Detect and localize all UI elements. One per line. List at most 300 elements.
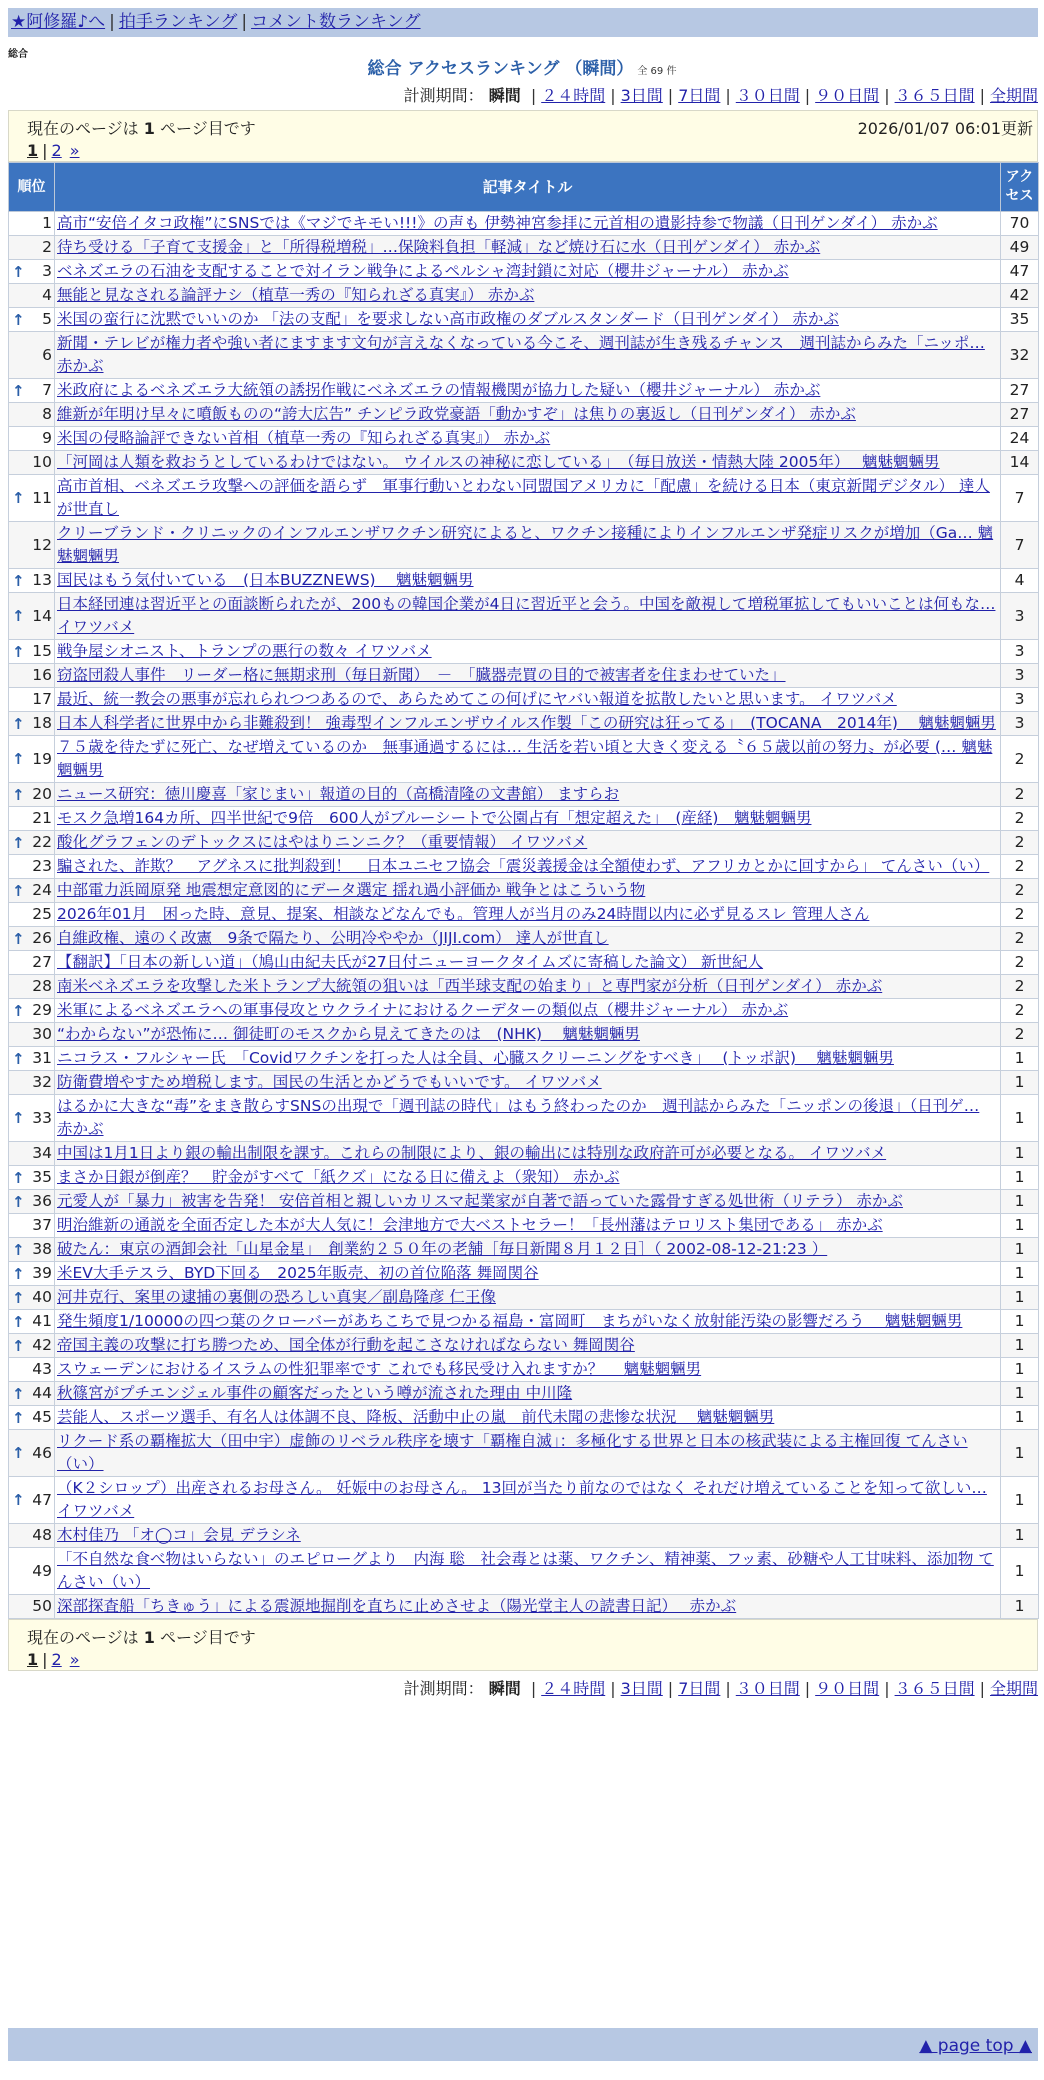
title-cell bbox=[55, 664, 1001, 688]
table-row bbox=[9, 593, 1039, 640]
rank-cell bbox=[9, 569, 55, 593]
access-count: 47 bbox=[1001, 260, 1039, 284]
rank-cell bbox=[9, 951, 55, 975]
table-row bbox=[9, 879, 1039, 903]
access-count: 1 bbox=[1001, 1238, 1039, 1262]
period-option-link[interactable]: 7日間 bbox=[678, 86, 721, 105]
title-cell bbox=[55, 1382, 1001, 1406]
clap-ranking-link[interactable]: 拍手ランキング bbox=[118, 12, 238, 32]
access-count: 1 bbox=[1001, 1214, 1039, 1238]
rank-cell bbox=[9, 1214, 55, 1238]
rank-up-arrow-icon: ↑ bbox=[12, 310, 25, 329]
title-cell bbox=[55, 427, 1001, 451]
article-title-link[interactable]: 戦争屋シオニスト、トランプの悪行の数々 イワツバメ bbox=[57, 642, 432, 660]
rank-up-arrow-icon: ↑ bbox=[12, 1264, 25, 1283]
title-cell bbox=[55, 593, 1001, 640]
pager-current-page: 1 bbox=[27, 1650, 39, 1669]
pager-next[interactable]: » bbox=[69, 1650, 80, 1669]
title-cell bbox=[55, 1142, 1001, 1166]
period-option-link[interactable]: ３６５日間 bbox=[894, 1679, 975, 1698]
article-title-link[interactable]: 窃盗団殺人事件 リーダー格に無期求刑（毎日新聞） － 「臓器売買の目的で被害者を住まわせていた」 bbox=[57, 666, 786, 684]
period-separator: | bbox=[667, 1679, 674, 1698]
pager-page-2[interactable]: 2 bbox=[51, 141, 62, 160]
article-title-link[interactable]: 国民はもう気付いている (日本BUZZNEWS) 魑魅魍魎男 bbox=[57, 571, 474, 589]
period-separator: | bbox=[884, 1679, 890, 1698]
table-row bbox=[9, 999, 1039, 1023]
access-count: 2 bbox=[1001, 783, 1039, 807]
access-count: 27 bbox=[1001, 379, 1039, 403]
rank-number: 20 bbox=[32, 785, 52, 803]
page-status-text: 現在のページは bbox=[27, 119, 139, 138]
page-status-text: ページ目です bbox=[160, 1628, 256, 1647]
table-row bbox=[9, 1238, 1039, 1262]
access-count: 1 bbox=[1001, 1071, 1039, 1095]
period-option-link[interactable]: 7日間 bbox=[678, 1679, 721, 1698]
article-title-link[interactable]: 高市“安倍イタコ政権”にSNSでは《マジでキモい!!!》の声も 伊勢神宮参拝に元首相の遺影持参で物議（日刊ゲンダイ） 赤かぶ bbox=[57, 214, 938, 232]
access-count: 1 bbox=[1001, 1595, 1039, 1619]
article-title-link[interactable]: 深部探査船「ちきゅう」による震源地掘削を直ちに止めさせよ（陽光堂主人の読書日記） 赤かぶ bbox=[57, 1597, 737, 1615]
article-title-link[interactable]: 自維政権、遠のく改憲 9条で隔たり、公明冷ややか（JIJI.com） 達人が世直し bbox=[57, 929, 609, 947]
access-count: 42 bbox=[1001, 284, 1039, 308]
updated-timestamp: 2026/01/07 06:01更新 bbox=[857, 119, 1033, 138]
pager-current-page: 1 bbox=[27, 141, 39, 160]
title-cell bbox=[55, 640, 1001, 664]
table-row bbox=[9, 783, 1039, 807]
article-title-link[interactable]: 「不自然な食べ物はいらない」のエピローグより 内海 聡 社会毒とは薬、ワクチン、精神薬、フッ素、砂糖や人工甘味料、添加物 てんさい（い） bbox=[57, 1550, 994, 1591]
title-cell bbox=[55, 831, 1001, 855]
rank-number: 24 bbox=[32, 881, 52, 899]
table-row bbox=[9, 1166, 1039, 1190]
table-row bbox=[9, 451, 1039, 475]
rank-number: 18 bbox=[32, 714, 52, 732]
rank-number: 12 bbox=[32, 535, 52, 554]
article-title-link[interactable]: 米国の侵略論評できない首相（植草一秀の『知られざる真実』） 赤かぶ bbox=[57, 429, 551, 447]
access-count: 27 bbox=[1001, 403, 1039, 427]
title-cell bbox=[55, 332, 1001, 379]
rank-number: 50 bbox=[32, 1597, 52, 1615]
rank-cell bbox=[9, 522, 55, 569]
article-title-link[interactable]: 2026年01月 困った時、意見、提案、相談などなんでも。管理人が当月のみ24時間以内に必ず見るスレ 管理人さん bbox=[57, 905, 870, 923]
rank-number: 10 bbox=[32, 453, 52, 471]
page-top-link[interactable]: ▲ page top ▲ bbox=[919, 2036, 1032, 2056]
table-row bbox=[9, 688, 1039, 712]
article-title-link[interactable]: はるかに大きな“毒”をまき散らすSNSの出現で「週刊誌の時代」はもう終わったのか 週刊誌からみた「ニッポンの後退」（日刊ゲ… 赤かぶ bbox=[57, 1097, 980, 1138]
table-row bbox=[9, 927, 1039, 951]
period-separator: | bbox=[804, 86, 811, 105]
rank-number: 44 bbox=[32, 1384, 52, 1402]
access-count: 1 bbox=[1001, 1334, 1039, 1358]
comment-ranking-link[interactable]: コメント数ランキング bbox=[251, 12, 421, 32]
period-option-link[interactable]: 全期間 bbox=[989, 86, 1038, 105]
article-title-link[interactable]: 中国は1月1日より銀の輸出制限を課す。これらの制限により、銀の輸出には特別な政府許可が必要となる。 イワツバメ bbox=[57, 1144, 887, 1162]
rank-number: 49 bbox=[32, 1561, 52, 1580]
rank-number: 25 bbox=[32, 905, 52, 923]
article-title-link[interactable]: クリーブランド・クリニックのインフルエンザワクチン研究によると、ワクチン接種によりインフルエンザ発症リスクが増加（Ga… 魑魅魍魎男 bbox=[57, 524, 994, 565]
rank-cell bbox=[9, 1310, 55, 1334]
rank-number: 4 bbox=[42, 286, 52, 304]
title-cell bbox=[55, 1430, 1001, 1477]
article-title-link[interactable]: 秋篠宮がプチエンジェル事件の顧客だったという噂が流された理由 中川隆 bbox=[57, 1384, 573, 1402]
rank-number: 34 bbox=[32, 1144, 52, 1162]
table-row bbox=[9, 640, 1039, 664]
access-count: 1 bbox=[1001, 1524, 1039, 1548]
rank-number: 46 bbox=[32, 1443, 52, 1462]
rank-cell bbox=[9, 403, 55, 427]
rank-cell bbox=[9, 1071, 55, 1095]
period-option-link[interactable]: ９０日間 bbox=[815, 86, 880, 105]
rank-up-arrow-icon: ↑ bbox=[12, 1491, 25, 1509]
table-row bbox=[9, 1595, 1039, 1619]
rank-number: 15 bbox=[32, 642, 52, 660]
rank-cell bbox=[9, 903, 55, 927]
table-row bbox=[9, 807, 1039, 831]
article-title-link[interactable]: 元愛人が「暴力」被害を告発！ 安倍首相と親しいカリスマ起業家が自著で語っていた露骨すぎる処世術（リテラ） 赤かぶ bbox=[57, 1192, 903, 1210]
rank-cell bbox=[9, 688, 55, 712]
access-count: 4 bbox=[1001, 569, 1039, 593]
rank-number: 39 bbox=[32, 1264, 52, 1282]
rank-cell bbox=[9, 1406, 55, 1430]
pager bbox=[27, 141, 80, 160]
period-separator: | bbox=[610, 1679, 616, 1698]
access-count: 2 bbox=[1001, 975, 1039, 999]
table-row bbox=[9, 1071, 1039, 1095]
rank-up-arrow-icon: ↑ bbox=[12, 642, 25, 661]
period-option-link[interactable]: 3日間 bbox=[620, 1679, 663, 1698]
article-title-link[interactable]: 河井克行、案里の逮捕の裏側の恐ろしい真実／副島隆彦 仁王像 bbox=[57, 1288, 496, 1306]
rank-cell bbox=[9, 736, 55, 783]
article-title-link[interactable]: 米政府によるベネズエラ大統領の誘拐作戦にベネズエラの情報機関が協力した疑い（櫻井ジャーナル） 赤かぶ bbox=[57, 381, 821, 399]
title-cell bbox=[55, 379, 1001, 403]
rank-cell bbox=[9, 975, 55, 999]
rank-cell bbox=[9, 1142, 55, 1166]
article-title-link[interactable]: 維新が年明け早々に噴飯ものの“誇大広告” チンピラ政党豪語「動かすぞ」は焦りの裏返し（日刊ゲンダイ） 赤かぶ bbox=[57, 405, 856, 423]
title-cell bbox=[55, 1166, 1001, 1190]
home-link[interactable]: ★阿修羅♪へ bbox=[11, 12, 106, 32]
table-row bbox=[9, 332, 1039, 379]
article-title-link[interactable]: ニコラス・フルシャー氏 「Covidワクチンを打った人は全員、心臓スクリーニングをすべき」 (トッポ訳) 魑魅魍魎男 bbox=[57, 1049, 894, 1067]
article-title-link[interactable]: 「河岡は人類を救おうとしているわけではない。 ウイルスの神秘に恋している」 （毎日放送・情熱大陸 2005年） 魑魅魍魎男 bbox=[57, 453, 940, 471]
rank-cell bbox=[9, 1190, 55, 1214]
rank-cell bbox=[9, 831, 55, 855]
table-row bbox=[9, 975, 1039, 999]
article-title-link[interactable]: 米国の蛮行に沈黙でいいのか 「法の支配」を要求しない高市政権のダブルスタンダード（日刊ゲンダイ） 赤かぶ bbox=[57, 310, 839, 328]
rank-up-arrow-icon: ↑ bbox=[12, 1001, 25, 1020]
rank-number: 33 bbox=[32, 1108, 52, 1127]
ranking-table bbox=[8, 162, 1039, 1619]
access-count: 3 bbox=[1001, 664, 1039, 688]
rank-cell bbox=[9, 640, 55, 664]
title-cell bbox=[55, 1358, 1001, 1382]
table-row bbox=[9, 1262, 1039, 1286]
article-title-link[interactable]: 明治維新の通説を全面否定した本が大人気に！会津地方で大ベストセラー！「長州藩はテロリスト集団である」 赤かぶ bbox=[57, 1216, 883, 1234]
rank-cell bbox=[9, 1524, 55, 1548]
rank-cell bbox=[9, 712, 55, 736]
access-count: 2 bbox=[1001, 1023, 1039, 1047]
rank-cell bbox=[9, 427, 55, 451]
rank-cell bbox=[9, 1286, 55, 1310]
rank-number: 3 bbox=[42, 262, 52, 280]
title-cell bbox=[55, 712, 1001, 736]
rank-cell bbox=[9, 1477, 55, 1524]
rank-number: 7 bbox=[42, 381, 52, 399]
rank-up-arrow-icon: ↑ bbox=[12, 1168, 25, 1187]
table-row bbox=[9, 1406, 1039, 1430]
access-count: 1 bbox=[1001, 1095, 1039, 1142]
period-option-link[interactable]: 3日間 bbox=[620, 86, 663, 105]
article-title-link[interactable]: 米EV大手テスラ、BYD下回る 2025年販売、初の首位陥落 舞岡関谷 bbox=[57, 1264, 539, 1282]
access-count: 2 bbox=[1001, 807, 1039, 831]
title-cell bbox=[55, 260, 1001, 284]
article-title-link[interactable]: 新聞・テレビが権力者や強い者にますます文句が言えなくなっている今こそ、週刊誌が生き残るチャンス 週刊誌からみた「ニッポ… 赤かぶ bbox=[57, 334, 985, 375]
title-cell bbox=[55, 736, 1001, 783]
pager bbox=[27, 1650, 80, 1669]
rank-number: 8 bbox=[42, 405, 52, 423]
rank-up-arrow-icon: ↑ bbox=[12, 381, 25, 400]
rank-number: 29 bbox=[32, 1001, 52, 1019]
title-cell bbox=[55, 927, 1001, 951]
article-title-link[interactable]: 最近、統一教会の悪事が忘れられつつあるので、あらためてこの何げにヤバい報道を拡散したいと思います。 イワツバメ bbox=[57, 690, 897, 708]
ranking-heading bbox=[0, 58, 1044, 83]
rank-cell bbox=[9, 1095, 55, 1142]
period-current: 瞬間 bbox=[488, 86, 521, 105]
period-separator: | bbox=[530, 86, 537, 105]
article-title-link[interactable]: リクード系の覇権拡大（田中宇）虚飾のリベラル秩序を壊す「覇権自滅」：多極化する世界と日本の核武装による主権回復 てんさい（い） bbox=[57, 1432, 968, 1473]
table-row bbox=[9, 475, 1039, 522]
item-count: 全 69 件 bbox=[637, 66, 677, 77]
rank-cell bbox=[9, 1047, 55, 1071]
rank-cell bbox=[9, 1358, 55, 1382]
access-count: 14 bbox=[1001, 451, 1039, 475]
article-title-link[interactable]: 待ち受ける「子育て支援金」と「所得税増税」…保険料負担「軽減」など焼け石に水（日刊ゲンダイ） 赤かぶ bbox=[57, 238, 821, 256]
table-row bbox=[9, 260, 1039, 284]
access-count: 7 bbox=[1001, 522, 1039, 569]
article-title-link[interactable]: （K２シロップ）出産されるお母さん。 妊娠中のお母さん。 13回が当たり前なのではなく それだけ増えていることを知って欲しい… イワツバメ bbox=[57, 1479, 987, 1520]
access-count: 70 bbox=[1001, 212, 1039, 236]
rank-up-arrow-icon: ↑ bbox=[12, 833, 25, 852]
pager-separator: | bbox=[42, 1650, 48, 1669]
rank-cell bbox=[9, 308, 55, 332]
period-option-link[interactable]: ３０日間 bbox=[735, 86, 800, 105]
table-row bbox=[9, 1142, 1039, 1166]
access-count: 1 bbox=[1001, 1142, 1039, 1166]
table-row bbox=[9, 1023, 1039, 1047]
access-count: 1 bbox=[1001, 1047, 1039, 1071]
article-title-link[interactable]: スウェーデンにおけるイスラムの性犯罪率です これでも移民受け入れますか？ 魑魅魍魎男 bbox=[57, 1360, 702, 1378]
table-row bbox=[9, 903, 1039, 927]
rank-up-arrow-icon: ↑ bbox=[12, 1444, 25, 1462]
period-selector-bottom bbox=[404, 1679, 1038, 1699]
title-cell bbox=[55, 1071, 1001, 1095]
access-count: 1 bbox=[1001, 1358, 1039, 1382]
article-title-link[interactable]: “わからない”が恐怖に… 御徒町のモスクから見えてきたのは (NHK) 魑魅魍魎男 bbox=[57, 1025, 640, 1043]
article-title-link[interactable]: モスク急増164カ所、四半世紀で9倍 600人がブルーシートで公園占有「想定超えた」 (産経) 魑魅魍魎男 bbox=[57, 809, 812, 827]
title-cell bbox=[55, 212, 1001, 236]
table-row bbox=[9, 664, 1039, 688]
article-title-link[interactable]: ニュース研究：徳川慶喜「家じまい」報道の目的（高橋清隆の文書館） ますらお bbox=[57, 785, 620, 803]
period-option-link[interactable]: 全期間 bbox=[989, 1679, 1038, 1698]
title-cell bbox=[55, 951, 1001, 975]
period-option-link[interactable]: ２４時間 bbox=[541, 1679, 606, 1698]
article-title-link[interactable]: 帝国主義の攻撃に打ち勝つため、国全体が行動を起こさなければならない 舞岡関谷 bbox=[57, 1336, 635, 1354]
rank-number: 36 bbox=[32, 1192, 52, 1210]
rank-cell bbox=[9, 1595, 55, 1619]
title-cell bbox=[55, 1047, 1001, 1071]
table-row bbox=[9, 236, 1039, 260]
rank-cell bbox=[9, 475, 55, 522]
table-row bbox=[9, 427, 1039, 451]
rank-up-arrow-icon: ↑ bbox=[12, 929, 25, 948]
article-title-link[interactable]: 【翻訳】「日本の新しい道」（鳩山由紀夫氏が27日付ニューヨークタイムズに寄稿した論文） 新世紀人 bbox=[57, 953, 764, 971]
access-count: 49 bbox=[1001, 236, 1039, 260]
title-cell bbox=[55, 1095, 1001, 1142]
rank-up-arrow-icon: ↑ bbox=[12, 1384, 25, 1403]
title-cell bbox=[55, 308, 1001, 332]
rank-number: 41 bbox=[32, 1312, 52, 1330]
rank-number: 14 bbox=[32, 606, 52, 625]
rank-up-arrow-icon: ↑ bbox=[12, 1312, 25, 1331]
period-options bbox=[526, 86, 1038, 105]
bottom-bar bbox=[8, 2028, 1038, 2061]
rank-up-arrow-icon: ↑ bbox=[12, 1109, 25, 1127]
article-title-link[interactable]: ベネズエラの石油を支配することで対イラン戦争によるペルシャ湾封鎖に対応（櫻井ジャーナル） 赤かぶ bbox=[57, 262, 789, 280]
period-label: 計測期間： bbox=[403, 1679, 484, 1698]
access-count: 2 bbox=[1001, 999, 1039, 1023]
page-info-bottom bbox=[8, 1619, 1038, 1671]
rank-number: 17 bbox=[32, 690, 52, 708]
page-status-text: 現在のページは bbox=[27, 1628, 139, 1647]
rank-cell bbox=[9, 879, 55, 903]
title-cell bbox=[55, 569, 1001, 593]
title-cell bbox=[55, 403, 1001, 427]
rank-up-arrow-icon: ↑ bbox=[12, 262, 25, 281]
page-status-number: 1 bbox=[143, 1628, 155, 1647]
rank-number: 48 bbox=[32, 1526, 52, 1544]
table-row bbox=[9, 403, 1039, 427]
article-title-link[interactable]: 無能と見なされる論評ナシ（植草一秀の『知られざる真実』） 赤かぶ bbox=[57, 286, 535, 304]
period-separator: | bbox=[530, 1679, 537, 1698]
page-status-text: ページ目です bbox=[160, 119, 256, 138]
rank-cell bbox=[9, 999, 55, 1023]
rank-number: 31 bbox=[32, 1049, 52, 1067]
table-row bbox=[9, 1430, 1039, 1477]
rank-number: 13 bbox=[32, 571, 52, 589]
article-title-link[interactable]: 中部電力浜岡原発 地震想定意図的にデータ選定 揺れ過小評価か 戦争とはこういう物 bbox=[57, 881, 646, 899]
rank-number: 38 bbox=[32, 1240, 52, 1258]
rank-number: 45 bbox=[32, 1408, 52, 1426]
access-count: 1 bbox=[1001, 1286, 1039, 1310]
title-cell bbox=[55, 1548, 1001, 1595]
rank-cell bbox=[9, 284, 55, 308]
article-title-link[interactable]: 米軍によるベネズエラへの軍事侵攻とウクライナにおけるクーデターの類似点（櫻井ジャーナル） 赤かぶ bbox=[57, 1001, 789, 1019]
period-option-link[interactable]: ９０日間 bbox=[815, 1679, 880, 1698]
article-title-link[interactable]: 酸化グラフェンのデトックスにはやはりニンニク？（重要情報） イワツバメ bbox=[57, 833, 588, 851]
nav-separator: | bbox=[109, 12, 115, 32]
article-title-link[interactable]: ７５歳を待たずに死亡、なぜ増えているのか 無事通過するには… 生活を若い頃と大きく変える〝６５歳以前の努力〟が必要 (… 魑魅魍魎男 bbox=[57, 738, 993, 779]
rank-column-header: 順位 bbox=[9, 163, 55, 212]
article-title-link[interactable]: 発生頻度1/10000の四つ葉のクローバーがあちこちで見つかる福島・富岡町 まちがいなく放射能汚染の影響だろう 魑魅魍魎男 bbox=[57, 1312, 963, 1330]
access-count: 3 bbox=[1001, 640, 1039, 664]
access-count: 1 bbox=[1001, 1262, 1039, 1286]
article-title-link[interactable]: 騙された、詐欺？ アグネスに批判殺到！ 日本ユニセフ協会「震災義援金は全額使わず、アフリカとかに回すから」 てんさい（い） bbox=[57, 857, 990, 875]
period-option-link[interactable]: ２４時間 bbox=[541, 86, 606, 105]
rank-number: 26 bbox=[32, 929, 52, 947]
access-count: 1 bbox=[1001, 1190, 1039, 1214]
title-cell bbox=[55, 1286, 1001, 1310]
period-separator: | bbox=[979, 86, 985, 105]
rank-up-arrow-icon: ↑ bbox=[12, 607, 25, 625]
period-option-link[interactable]: ３０日間 bbox=[735, 1679, 800, 1698]
nav-separator: | bbox=[241, 12, 248, 32]
rank-number: 9 bbox=[42, 429, 52, 447]
rank-cell bbox=[9, 379, 55, 403]
title-cell bbox=[55, 855, 1001, 879]
table-row bbox=[9, 1548, 1039, 1595]
article-title-link[interactable]: 高市首相、ベネズエラ攻撃への評価を語らず 軍事行動いとわない同盟国アメリカに「配慮」を続ける日本（東京新聞デジタル） 達人が世直し bbox=[57, 477, 990, 518]
rank-number: 43 bbox=[32, 1360, 52, 1378]
access-count: 1 bbox=[1001, 1430, 1039, 1477]
rank-cell bbox=[9, 1382, 55, 1406]
rank-number: 32 bbox=[32, 1073, 52, 1091]
title-cell bbox=[55, 1214, 1001, 1238]
rank-up-arrow-icon: ↑ bbox=[12, 714, 25, 733]
rank-number: 1 bbox=[42, 214, 52, 232]
table-row bbox=[9, 1334, 1039, 1358]
rank-cell bbox=[9, 664, 55, 688]
access-count: 3 bbox=[1001, 593, 1039, 640]
period-option-link[interactable]: ３６５日間 bbox=[894, 86, 975, 105]
period-current: 瞬間 bbox=[488, 1679, 521, 1698]
title-cell bbox=[55, 1477, 1001, 1524]
rank-cell bbox=[9, 1166, 55, 1190]
article-title-link[interactable]: 木村佳乃 「オ◯コ」会見 デラシネ bbox=[57, 1526, 301, 1544]
article-title-link[interactable]: 防衛費増やすため増税します。国民の生活とかどうでもいいです。 イワツバメ bbox=[57, 1073, 602, 1091]
title-cell bbox=[55, 1595, 1001, 1619]
access-count: 2 bbox=[1001, 951, 1039, 975]
article-title-link[interactable]: まさか日銀が倒産？ 貯金がすべて「紙クズ」になる日に備えよ（衆知） 赤かぶ bbox=[57, 1168, 620, 1186]
rank-cell bbox=[9, 855, 55, 879]
access-count: 1 bbox=[1001, 1310, 1039, 1334]
period-separator: | bbox=[667, 86, 674, 105]
title-cell bbox=[55, 807, 1001, 831]
article-title-link[interactable]: 南米ベネズエラを攻撃した米トランプ大統領の狙いは「西半球支配の始まり」と専門家が分析（日刊ゲンダイ） 赤かぶ bbox=[57, 977, 883, 995]
top-nav-bar bbox=[8, 8, 1038, 37]
title-cell bbox=[55, 236, 1001, 260]
rank-cell bbox=[9, 1334, 55, 1358]
rank-up-arrow-icon: ↑ bbox=[12, 1408, 25, 1427]
article-title-link[interactable]: 日本人科学者に世界中から非難殺到！ 強毒型インフルエンザウイルス作製「この研究は狂ってる」 (TOCANA 2014年) 魑魅魍魎男 bbox=[57, 714, 996, 732]
article-title-link[interactable]: 日本経団連は習近平との面談断られたが、200もの韓国企業が4日に習近平と会う。中国を敵視して増税軍拡してもいいことは何もな… イワツバメ bbox=[57, 595, 996, 636]
access-count: 3 bbox=[1001, 688, 1039, 712]
access-count: 1 bbox=[1001, 1382, 1039, 1406]
table-row bbox=[9, 736, 1039, 783]
article-title-link[interactable]: 破たん：東京の酒卸会社「山星金星」 創業約２５０年の老舗［毎日新聞８月１２日］（ 2002-08-12-21:23 ） bbox=[57, 1240, 828, 1258]
rank-number: 35 bbox=[32, 1168, 52, 1186]
access-count: 32 bbox=[1001, 332, 1039, 379]
rank-cell bbox=[9, 807, 55, 831]
access-count: 1 bbox=[1001, 1548, 1039, 1595]
access-count: 35 bbox=[1001, 308, 1039, 332]
table-row bbox=[9, 1286, 1039, 1310]
rank-cell bbox=[9, 1023, 55, 1047]
pager-page-2[interactable]: 2 bbox=[51, 1650, 62, 1669]
pager-next[interactable]: » bbox=[69, 141, 80, 160]
title-cell bbox=[55, 783, 1001, 807]
title-cell bbox=[55, 451, 1001, 475]
table-row bbox=[9, 951, 1039, 975]
table-row bbox=[9, 284, 1039, 308]
title-cell bbox=[55, 1262, 1001, 1286]
article-title-link[interactable]: 芸能人、スポーツ選手、有名人は体調不良、降板、活動中止の嵐 前代未聞の悲惨な状況 魑魅魍魎男 bbox=[57, 1408, 775, 1426]
